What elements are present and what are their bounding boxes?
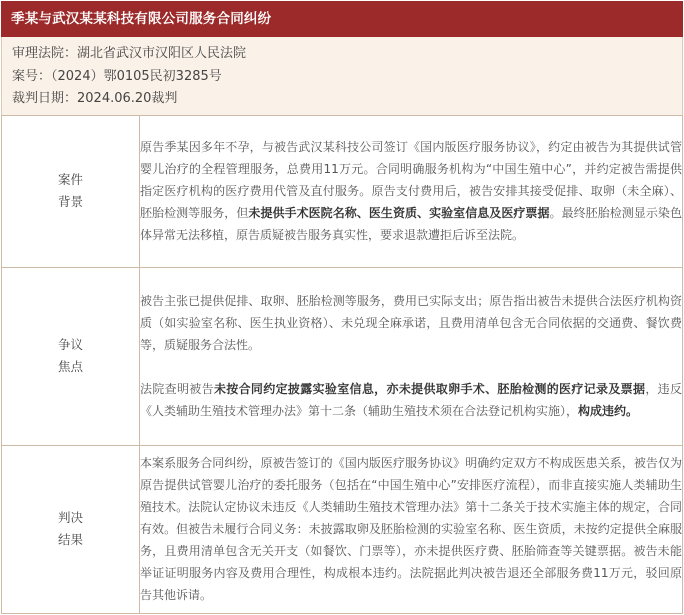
background-content [140, 115, 683, 267]
dispute-bold-text-2: 构成违约。 [578, 404, 639, 418]
court-line: 审理法院：湖北省武汉市汉阳区人民法院 [12, 46, 247, 61]
dispute-paragraph-1: 被告主张已提供促排、取卵、胚胎检测等服务，费用已实际支出；原告指出被告未提供合法医疗机构资质（如实验室名称、医生执业资格）、未兑现全麻承诺，且费用清单包含无合同依据的交通费、餐饮费等，质疑服务合法性。 [140, 294, 682, 352]
background-label [2, 115, 140, 267]
background-label-line-2: 背景 [57, 194, 83, 209]
background-row [2, 115, 683, 267]
dispute-text-1: 法院查明被告 [140, 382, 214, 396]
background-text-1: 原告季某因多年不孕，与被告武汉某科技公司签订《国内版医疗服务协议》，约定由被告为其提供试管婴儿治疗的全程管理服务，总费用11万元。合同明确服务机构为“中国生殖中心”，并约定被告需提供指定医疗机构的医疗费用代管及直付服务。原告支付费用后，被告安排其接受促排、取卵（未全麻）、胚胎检测等服务，但 [140, 140, 682, 220]
background-text-2: 。最终胚胎检测显示染色体异常无法移植，原告质疑被告服务真实性，要求退款遭拒后诉至法院。 [140, 206, 682, 242]
judgment-label [2, 445, 140, 613]
dispute-row [2, 267, 683, 445]
judgment-paragraph: 本案系服务合同纠纷，原被告签订的《国内版医疗服务协议》明确约定双方不构成医患关系，被告仅为原告提供试管婴儿治疗的委托服务（包括在“中国生殖中心”安排医疗流程），而非直接实施人类辅助生殖技术。法院认定协议未违反《人类辅助生殖技术管理办法》第十二条关于技术实施主体的规定，合同有效。但被告未履行合同义务：未披露取卵及胚胎检测的实验室名称、医生资质，未按约定提供全麻服务，且费用清单包含无关开支（如餐饮、门票等），亦未提供医疗费、胚胎筛查等关键票据。被告未能举证证明服务内容及费用合理性，构成根本违约。法院据此判决被告退还全部服务费11万元，驳回原告其他诉请。 [140, 456, 682, 602]
dispute-text-2: ，违反《人类辅助生殖技术管理办法》第十二条（辅助生殖技术须在合法登记机构实施）， [140, 382, 682, 418]
judgment-content [140, 445, 683, 613]
case-title: 季某与武汉某某科技有限公司服务合同纠纷 [1, 1, 683, 37]
background-label-line-1: 案件 [57, 172, 83, 187]
dispute-bold-text-1: 未按合同约定披露实验室信息，亦未提供取卵手术、胚胎检测的医疗记录及票据 [213, 382, 646, 396]
judgment-date-line: 裁判日期：2024.06.20裁判 [12, 91, 178, 106]
case-number-line: 案号：（2024）鄂0105民初3285号 [12, 68, 222, 84]
background-paragraph [140, 136, 682, 246]
dispute-label-line-1: 争议 [57, 337, 83, 352]
dispute-label [2, 267, 140, 445]
case-info-panel [1, 37, 683, 115]
judgment-label-line-1: 判决 [57, 510, 83, 525]
dispute-label-line-2: 焦点 [57, 359, 83, 374]
judgment-label-line-2: 结果 [57, 532, 83, 547]
dispute-paragraph-2 [140, 378, 682, 422]
case-detail-table [1, 115, 683, 614]
judgment-row [2, 445, 683, 613]
case-card [1, 1, 683, 613]
dispute-content [140, 267, 683, 445]
background-bold-text: 未提供手术医院名称、医生资质、实验室信息及医疗票据 [248, 206, 550, 220]
